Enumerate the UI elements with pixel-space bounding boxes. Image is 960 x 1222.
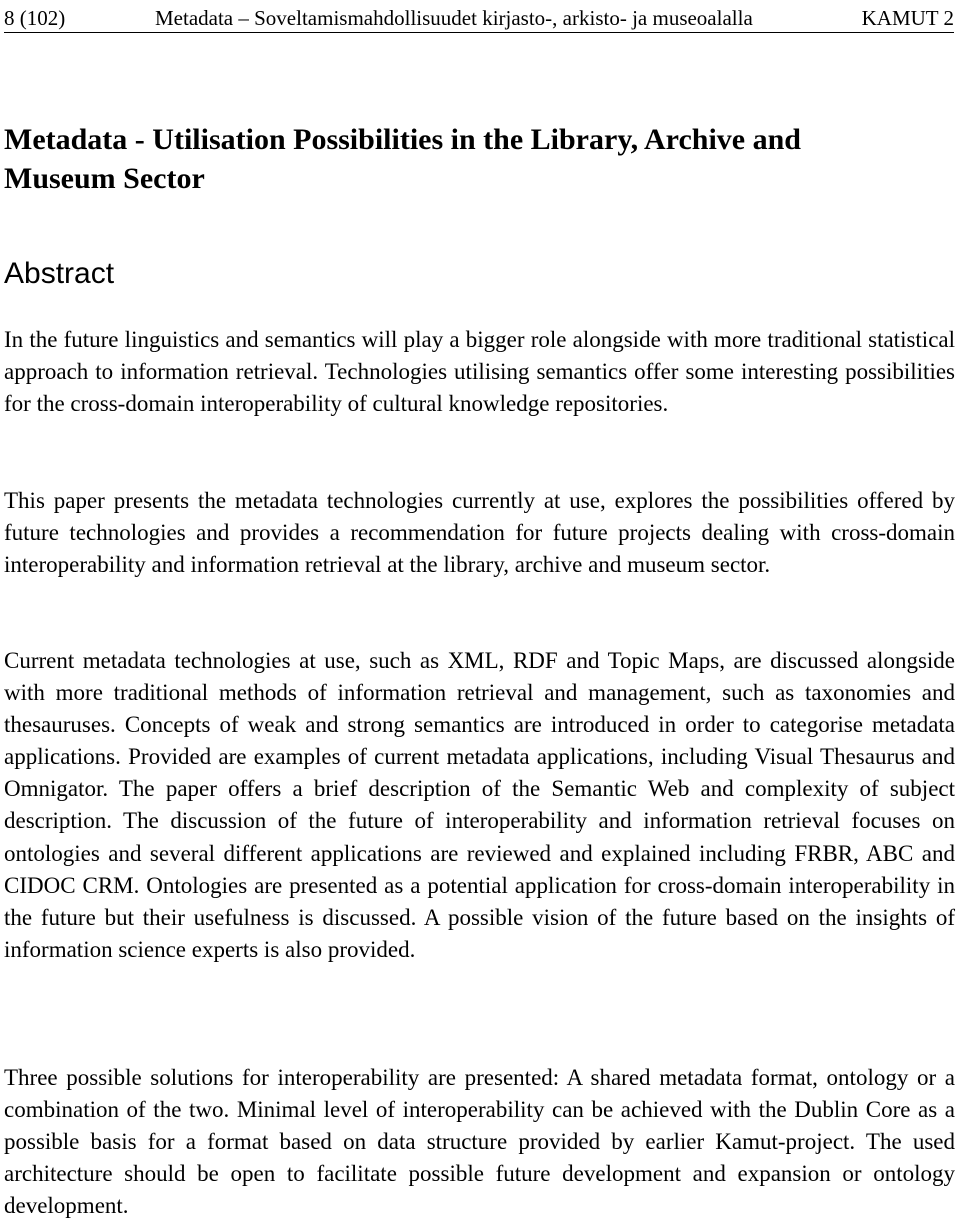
abstract-paragraph-3: Current metadata technologies at use, such as XML, RDF and Topic Maps, are discussed alongside with more traditional methods of information retrieval and management, such as taxonomies and thesauruses. Concepts of weak and strong semantics are introduced in order to categorise metadata applications. Provided are examples of current metadata applications, including Visual Thesaurus and Omnigator. The paper offers a brief description of the Semantic Web and complexity of subject description. The discussion of the future of interoperability and information retrieval focuses on ontologies and several different applications are reviewed and explained including FRBR, ABC and CIDOC CRM. Ontologies are presented as a potential application for cross-domain interoperability in the future but their usefulness is discussed. A possible vision of the future based on the insights of information science experts is also provided.: [4, 648, 955, 962]
running-header: [4, 4, 954, 33]
page-number: 8 (102): [4, 6, 66, 30]
abstract-paragraph-1: In the future linguistics and semantics will play a bigger role alongside with more traditional statistical approach to information retrieval. Technologies utilising semantics offer some interesting possibilities for the cross-domain interoperability of cultural knowledge repositories.: [4, 327, 955, 417]
document-title: Metadata - Utilisation Possibilities in the Library, Archive and Museum Sector: [4, 123, 801, 195]
abstract-paragraph-2: This paper presents the metadata technologies currently at use, explores the possibilities offered by future technologies and provides a recommendation for future projects dealing with cross-domain interoperability and information retrieval at the library, archive and museum sector.: [4, 488, 955, 578]
abstract-heading: Abstract: [4, 257, 115, 290]
project-tag: KAMUT 2: [861, 6, 954, 30]
series-title: Metadata – Soveltamismahdollisuudet kirjasto-, arkisto- ja museoalalla: [155, 6, 753, 30]
abstract-paragraph-4: Three possible solutions for interoperability are presented: A shared metadata format, ontology or a combination of the two. Minimal level of interoperability can be achieved with the Dublin Core as a possible basis for a format based on data structure provided by earlier Kamut-project. The used architecture should be open to facilitate possible future development and expansion or ontology development.: [4, 1065, 955, 1219]
